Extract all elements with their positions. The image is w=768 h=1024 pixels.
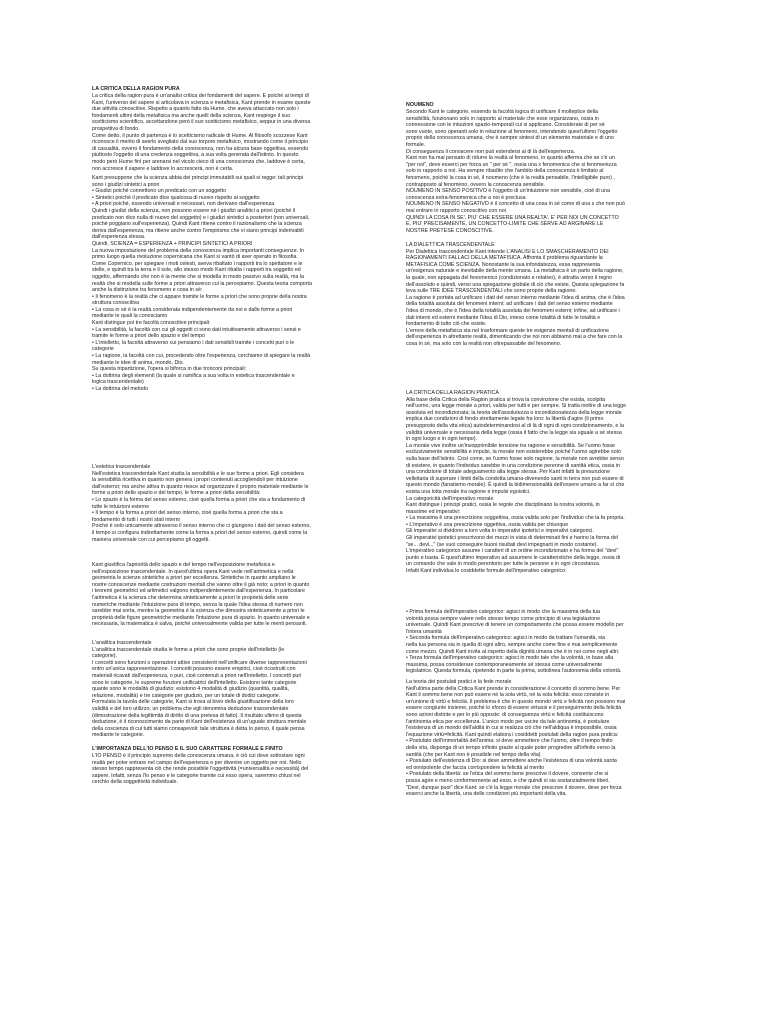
text-block: LA DIALETTICA TRASCENDENTALE Per Dialettica trascendentale Kant intende L'ANALISI E LO SMASCHERAMENTO DEI RAGIONAMENTI FALLACI DELLA METAFISICA. Affronta il problema riguardante la METAFISICA COME SCIENZA. Nonostante la sua infondatezza, essa rappresenta un'esigenza naturale e inevitabile della mente umana. La metafisica è un parto della ragione, la quale, non appagata del fenomenico (condizionato e relativo), è attratta verso il regno dell'assoluto e quindi, verso una spiegazione globale di ciò che esiste. Questa spiegazione fa leva sulle TRE IDEE TRASCENDENTALI che sono proprie della ragione. La ragione è portata ad unificare i dati del senso interno mediante l'idea di anima, che è l'idea della totalità assoluta dei fenomeni interni; ad unificare i dati del senso esterno mediante l'idea di mondo, che è l'idea della totalità assoluta dei fenomeni esterni; infine, ad unificare i dati interni ed esterni mediante l'idea di Dio, inteso come totalità di tutte le totalità e fondamento di tutto ciò che esiste. L'errore della metafisica sta nel trasformare queste tre esigenze mentali di unificazione dell'esperienza in altrettante realtà, dimenticando che noi non abbiamo mai a che fare con la cosa in sé, ma solo con la realtà non oltrepassabile del fenomeno.	[406, 242, 625, 347]
text-block: La teoria dei postulati pratici e la fede morale Nell'ultima parte della Critica Kant prende in considerazione il concetto di sommo bene. Per Kant il sommo bene non può essere né la sola virtù, né la sola felicità: esso consiste in un'unione di virtù e felicità. Il problema è che in questo mondo virtù e felicità non possono mai essere congiunte insieme, poiché lo sforzo di essere virtuosi e il perseguimento della felicità sono azioni distinte e per lo più opposte: di conseguenza virtù e felicità costituiscono l'antinomia etica per eccellenza. L'unico modo per uscire da tale antinomia, è postulare l'esistenza di un mondo dell'aldilà in cui si realizza ciò che nell'aldiqua è impossibile, ossia l'equazione virtù=felicità. Kant quindi elabora i cosiddetti postulati della ragion pura pratica: • Postulato dell'immortalità dell'anima: si deve ammettere che l'uomo, oltre il tempo finito della vita, disponga di un tempo infinito grazie al quale poter progredire all'infinito verso la santità (che per Kant non è possibile nel tempo della vita) • Postulato dell'esistenza di Dio: si deve ammettere anche l'esistenza di una volontà santa ed onnipotente che faccia corrispondere la felicità al merito • Postulato della libertà: se l'etica del sommo bene prescrive il dovere, consente che si possa agire e meno conformemente ad esso, e che quindi si sia sostanzialmente liberi. "Devi, dunque puoi" dice Kant: se c'è la legge morale che prescrive il dovere, deve per forza esserci anche la libertà, una delle condizioni più importanti della vita.	[406, 679, 626, 798]
text-block: LA CRITICA DELLA RAGION PRATICA Alla base della Critica della Ragion pratica si trova la convinzione che esista, scolpita nell'uomo, una legge morale a priori, valida per tutti e per sempre. Si tratta inoltre di una legge assoluta ed incondizionata; la teoria dell'assolutezza o incondizionatezza della legge morale implica due condizioni di fondo strettamente legate fra loro: la libertà d'agire (il primo presupposto della vita etica) autodeterminandosi al di là di ogni di ogni condizionamento, e la validità universale e necessaria della legge (ossia il fatto che la legge sia uguale a sé stessa in ogni luogo e in ogni tempo). La morale vive inoltre un'insopprimibile tensione tra ragione e sensibilità. Se l'uomo fosse esclusivamente sensibilità e impulsi, la morale non esisterebbe poiché l'uomo agirebbe solo sulla base dell'istinto. Così come, se l'uomo fosse solo ragione, la morale non avrebbe senso di esistere, in quanto l'individuo sarebbe in una condizione perenne di santità etica, ossia in una condizione di totale adeguamento alla legge stessa. Per Kant infatti la presunzione velleitaria di superare i limiti della condotta umana-divenendo santi in terra non può essere di questo mondo (fanatismo morale). È quindi la bidimensionalità dell'essere umano a far sì che esista una lotta morale tra ragione e impulsi egoistici. La categoricità dell'imperativo morale Kant distingue i principi pratici, ossia le regole che disciplinano la nostra volontà, in massime ed imperativi: • La massima è una prescrizione soggettiva, ossia valida solo per l'individuo che la fa propria. • L'imperativo è una prescrizione oggettiva, ossia valida per chiunque Gli imperativi si dividono a loro volta in imperativi ipotetici e imperativi categorici. Gli imperativi ipotetici prescrivono dei mezzi in vista di determinati fini e hanno la forma del "se... devi..." (se vuoi conseguire buoni risultati devi impegnarti in modo costante). L'imperativo categorico assume i caratteri di un ordine incondizionato e ha forma del "devi" punto e basta. È quest'ultimo imperativo ad assumere le caratteristiche della legge, ossia di un comando che vale in modo perentorio per tutte le persone e in ogni circostanza. Infatti Kant individua le cosiddette formule dell'imperativo categorico:	[406, 390, 627, 575]
section-heading: L'IMPORTANZA DELL'IO PENSO E IL SUO CARATTERE FORMALE E FINITO	[92, 746, 283, 752]
text-block: La critica della ragion pura è un'analisi critica dei fondamenti del sapere. E poiché ai tempi di Kant, l'universo del sapere si articolava in scienza e metafisica, Kant prende in esame queste due attività conoscitive. Rispetto a quanto fatto da Hume, che aveva attaccato non solo i fondamenti ultimi della metafisica ma anche quelli della scienza, Kant respinge il suo scetticismo scientifico, accettandone però il suo scetticismo metafisico, seppur in una diversa prospettiva di fondo. Come detto, il punto di partenza è lo scetticismo radicale di Hume. Al filosofo scozzese Kant riconosce il merito di averlo svegliato dal suo torpore metafisico, mostrando come il principio di casualità, ovvero il fondamento della conoscenza, non ha alcuna base oggettiva, essendo piuttosto l'oggetto di una credenza soggettiva, a sua volta generata dall'istinto. In questo modo però Hume finì per arenarsi nel vicolo cieco di una conoscenza che, laddove è certa, non accresce il sapere e laddove lo accrescerà, non è certa.	[92, 93, 311, 172]
text-block: L'analitica trascendentale L'analitica trascendentale studia le forme a priori che sono proprie dell'intelletto (le categorie). I concetti sono funzioni o operazioni attive consistenti nell'unificare diverse rappresentazioni entro un'unica rappresentazione. I concetti possono essere empirici, cioè ricostruiti con materiali ricavati dall'esperienza, o puri, cioè contenuti a priori nell'intelletto. I concetti puri sono le categorie, le supreme funzioni unificatrici dell'intelletto. Esistono tante categorie quante sono le modalità di giudizio: esistono 4 modalità di giudizio (quantità, qualità, relazione, modalità) e tre categorie per giudizio, per un totale di dodici categorie. Formulata la tavola delle categorie, Kant si trova al bivio della giustificazione della loro validità e del loro utilizzo; un problema che egli denomina deduzione trascendentale (dimostrazione della legittimità di diritto di una pretesa di fatto). Il risultato ultimo di questa deduzione, è il riconoscimento da parte di Kant dell'esistenza di un'uguale struttura mentale della coscienza di cui tutti siamo consapevoli: tale struttura è detta Io penso, il quale pensa mediante le categorie.	[92, 640, 307, 739]
text-block: • Prima formula dell'imperativo categorico: agisci in modo che la massima della tua volontà possa sempre valere nello stesso tempo come principio di una legislazione universale. Quindi Kant prescrive di tenere un comportamento che possa essere modello per l'intera umanità • Seconda formula dell'imperativo categorico: agisci in modo da trattare l'umanità, sia nella tua persona sia in quella di ogni altro, sempre anche come fine e mai semplicemente come mezzo. Quindi Kant invita al rispetto della dignità umana che è in noi come negli altri. • Terza formula dell'imperativo categorico: agisci in modo tale che la volontà, in base alla massima, possa considerare contemporaneamente sé stessa come universalmente legislatrice. Questa formula, ripetendo in parte la prima, sottolinea l'autonomia della volontà.	[406, 609, 624, 675]
section-heading: LA CRITICA DELLA RAGION PURA	[92, 86, 180, 92]
text-block: L'estetica trascendentale Nell'estetica trascendentale Kant studia la sensibilità e le sue forme a priori. Egli considera la sensibilità ricettiva in quanto non genera i propri contenuti accogliendoli per intuizione dall'esterno; ma anche attiva in quanto riesce ad organizzare il proprio materiale mediante le forme a priori dello spazio e del tempo, le forme a priori della sensibilità: • Lo spazio è la forma del senso esterno, cioè quella forma a priori che sta a fondamento di tutte le intuizioni esterne • Il tempo è la forma a priori del senso interno, cioè quella forma a priori che sta a fondamento di tutti i nostri stati interni Poiché è solo unicamente attraverso il senso interno che ci giungono i dati del senso esterno, il tempo si configura indirettamente come la forma a priori del senso esterno, quindi come la maniera universale con cui percepiamo gli oggetti.	[92, 464, 311, 543]
text-block: Kant giustifica l'apriorità dello spazio e del tempo nell'esposizione metafisica e nell'esposizione trascendentale. In quest'ultima opera Kant vede nell'aritmetica e nella geometria le scienze sintetiche a priori per eccellenza. Sintetiche in quanto ampliano le nostre conoscenze mediante costruzioni mentali che vanno oltre il già noto; a priori in quanto i teoremi geometrici ed aritmetici valgono indipendentemente dall'esperienza. In particolare l'aritmetica è la scienza che determina sinteticamente a priori le proprietà delle serie numeriche mediante l'intuizione pura di tempo, senza la quale l'idea stessa di numero non sarebbe mai sorta, mentre la geometria è la scienza che dimostra sinteticamente a priori le proprietà delle figure geometriche mediante l'intuizione pura di spazio. In quanto universale e necessaria, la matematica è salva, poiché universalmente valida per tutte le menti pensanti.	[92, 562, 310, 628]
section-heading: NOUMENO	[406, 102, 434, 108]
text-block: Secondo Kant le categorie, essendo la facoltà logica di unificare il molteplice della sensibilità, funzionano solo in rapporto al materiale che esse organizzano, ossia in connessione con le intuizioni spazio-temporali cui si applicano. Considerate di per sé sono vuote, sono operanti solo in relazione al fenomeno, intendendo quest'ultimo l'oggetto proprio della conoscenza umana, che è sempre sintesi di un elemento materiale e di uno formale. Di conseguenza il conoscere non può estendersi al di là dell'esperienza. Kant non ha mai pensato di ridurre la realtà al fenomeno, in quanto afferma che se c'è un "per noi", deve esserci per forza un " per sé ", ossia una x fenomenica che si fenomenizza solo in rapporto a noi. Ha sempre ribadito che l'ambito della conoscenza è limitato al fenomeno, poiché la cosa in sé, il noumeno (che è la realtà pensabile, l'intelligibile puro) , contrapposto al fenomeno, ovvero la conoscenza sensibile. NOUMENO IN SENSO POSITIVO è l'oggetto di un'intuizione non sensibile, cioè di una conoscenza extra-fenomenica che a noi è preclusa NOUMENO IN SENSO NEGATIVO è il concetto di una cosa in sé come di una x che non può mai entrare in rapporto conoscitivo con noi QUINDI LA COSA IN SE', PIU' CHE ESSERE UNA REALTA', E' PER NOI UN CONCETTO E, PIU' PRECISAMENTE, UN CONCETTO-LIMITE CHE SERVE AD ARGINARE LE NOSTRE PRETESE CONOSCITIVE.	[406, 109, 625, 234]
text-block: Kant presuppone che la scienza abbia dei principi immutabili sui quali si regge: tali principi sono i giudizi sintetici a priori • Giudizi poiché connettono un predicato con un soggetto • Sintetici poiché il predicato dice qualcosa di nuovo rispetto al soggetto • A priori poiché, essendo universali e necessari, non derivano dall'esperienza Quindi i giudizi della scienza, non possono essere né i giudizi analitici a priori (poiché il predicato non dice nulla di nuovo del soggetto) e i giudizi sintetici a posteriori (non universali, poiché poggiano sull'esperienza). Quindi Kant ritiene contro il razionalismo che la scienza deriva dall'esperienza, ma ritiene anche contro l'empirismo che vi siano principi inderivabili dall'esperienza stessa. Quindi, SCIENZA = ESPERIENZA + PRINCIPI SINTETICI A PRIORI La nuova impostazione del problema della conoscenza implica importanti conseguenze. In primo luogo quella rivoluzione copernicana che Kant si vantò di aver operato in filosofia. Come Copernico, per spiegare i moti celesti, aveva ribaltato i rapporti tra lo spettatore e le stelle, e quindi tra la terra e il sole, allo stesso modo Kant ribalta i rapporti tra soggetto ed oggetto, affermando che non è la mente che si modella in modo passivo sulla realtà, ma la realtà che si modella sulle forme a priori attraverso cui la percepiamo. Questa teoria comporta anche la distinzione tra fenomeno e cosa in sé: • Il fenomeno è la realtà che ci appare tramite le forme a priori che sono proprie della nostra struttura conoscitiva • La cosa in sé è la realtà considerata indipendentemente da noi e dalle forme a priori mediante le quali la conosciamo Kant distingue poi tre facoltà conoscitive principali: • La sensibilità, la facoltà con cui gli oggetti ci sono dati intuitivamente attraverso i sensi e tramite le forme a priori dello spazio e del tempo • L'intelletto, la facoltà attraverso cui pensiamo i dati sensibili tramite i concetti puri o le categorie • La ragione, la facoltà con cui, procedendo oltre l'esperienza, cerchiamo di spiegare la realtà mediante le idee di anima, mondo, Dio. Su questa tripartizione, l'opera si biforca in due tronconi principali: • La dottrina degli elementi (la quale si ramifica a sua volta in estetica trascendentale e logica trascendentale) • La dottrina del metodo	[92, 175, 312, 392]
text-block: L'IO PENSO è il principio supremo della conoscenza umana, è ciò cui deve sottostare ogni realtà per poter entrare nel campo dell'esperienza e per divenire un oggetto per noi. Nello stesso tempo rappresenta ciò che rende possibile l'oggettività (=universalità e necessità) del sapere. Infatti, senza l'Io penso e le categorie tramite cui esso opera, saremmo chiusi nel cerchio della soggettività individuale.	[92, 753, 309, 786]
